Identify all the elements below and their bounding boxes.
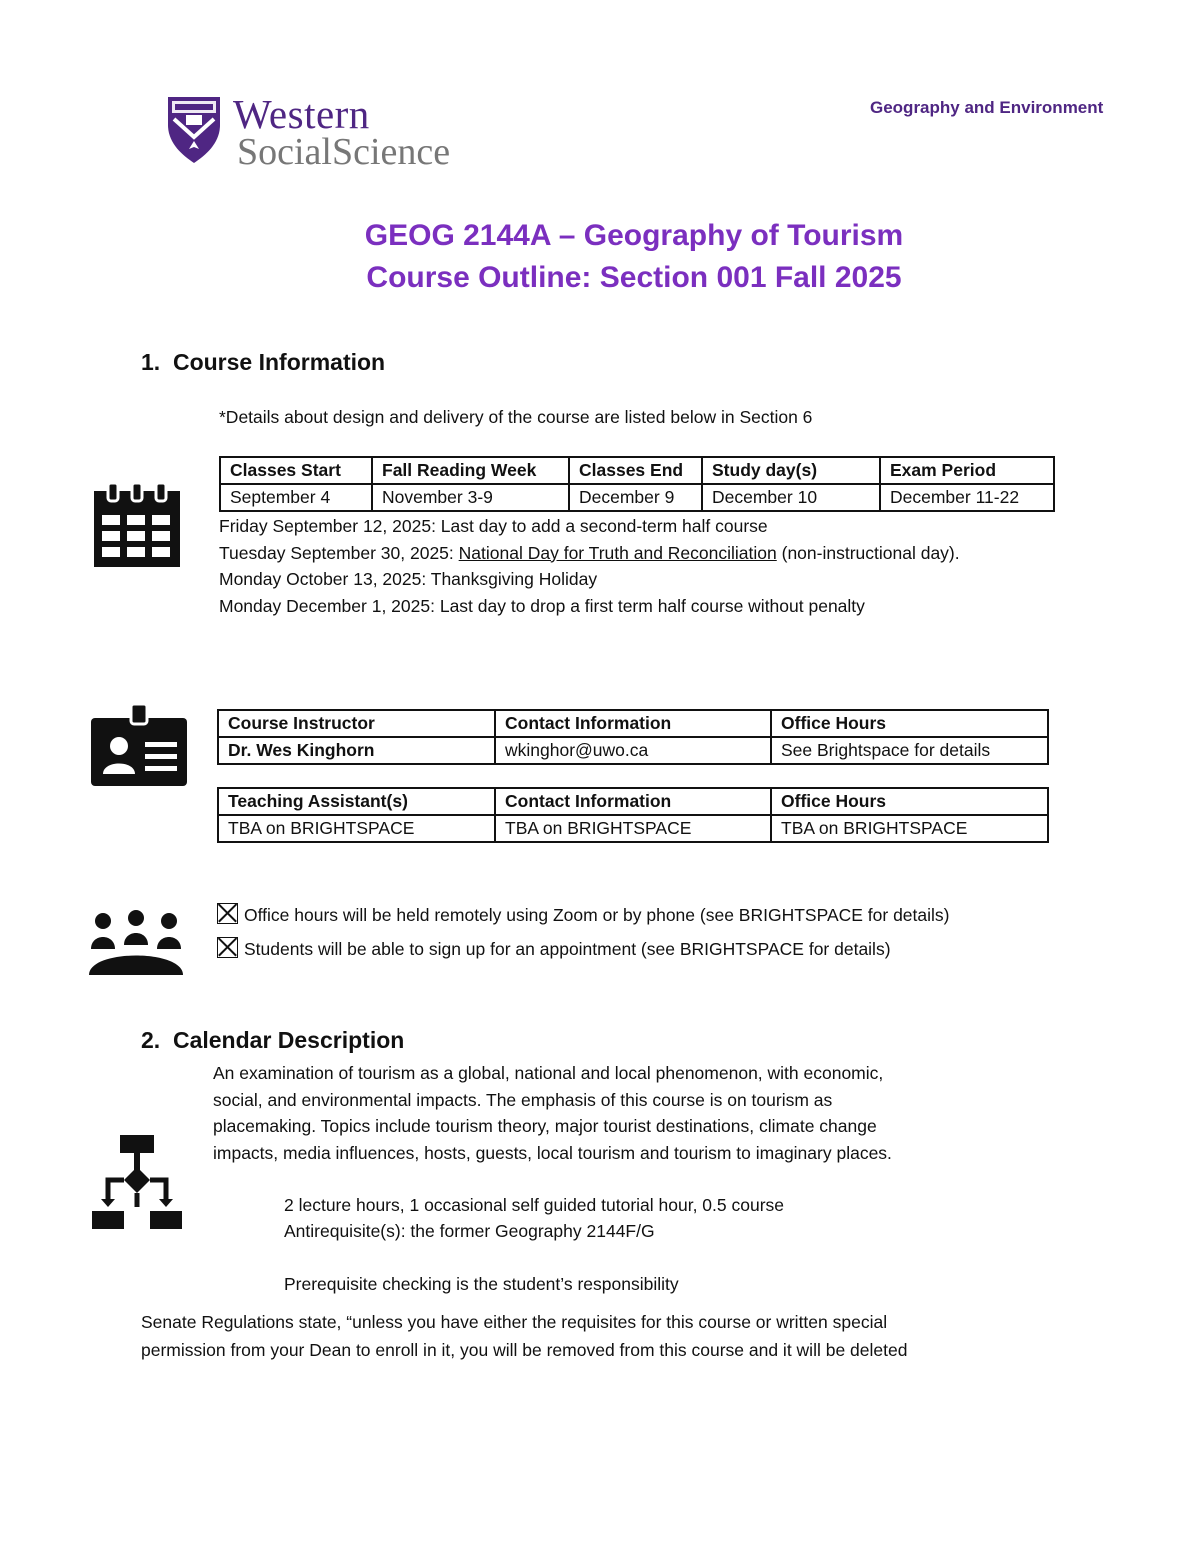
table-header-cell: Fall Reading Week — [372, 457, 569, 484]
section-2-heading: 2. Calendar Description — [141, 1027, 405, 1053]
description-line: placemaking. Topics include tourism theory, major tourist destinations, climate change — [213, 1116, 877, 1136]
table-cell: September 4 — [220, 484, 372, 511]
table-cell: December 10 — [702, 484, 880, 511]
section-1-heading: 1. Course Information — [141, 349, 386, 375]
table-header-cell: Contact Information — [495, 710, 771, 737]
table-cell: TBA on BRIGHTSPACE — [771, 815, 1048, 842]
table-cell: November 3-9 — [372, 484, 569, 511]
table-header-cell: Office Hours — [771, 710, 1048, 737]
id-badge-icon — [91, 704, 187, 786]
table-header-cell: Study day(s) — [702, 457, 880, 484]
calendar-icon — [94, 481, 180, 567]
course-hours: 2 lecture hours, 1 occasional self guided tutorial hour, 0.5 course — [284, 1195, 785, 1215]
logo-wordmark-socialscience: SocialScience — [237, 131, 451, 173]
instructor-name: Dr. Wes Kinghorn — [218, 737, 495, 764]
flowchart-icon — [92, 1135, 182, 1231]
instructor-office-hours: See Brightspace for details — [771, 737, 1048, 764]
ta-table — [217, 787, 1049, 843]
key-dates-list — [219, 513, 1019, 619]
checked-box-icon[interactable] — [217, 903, 238, 924]
prerequisite-note: Prerequisite checking is the student’s responsibility — [284, 1274, 679, 1294]
instructor-table — [217, 709, 1049, 765]
logo-wordmark-western: Western — [233, 91, 370, 137]
course-subtitle: Course Outline: Section 001 Fall 2025 — [366, 261, 902, 294]
truth-reconciliation-link[interactable]: National Day for Truth and Reconciliation — [458, 542, 777, 563]
checked-box-icon[interactable] — [217, 937, 238, 958]
table-header-cell: Office Hours — [771, 788, 1048, 815]
office-hours-remote-option: Office hours will be held remotely using Zoom or by phone (see BRIGHTSPACE for details) — [217, 902, 1077, 929]
key-date-item: Tuesday September 30, 2025: National Day for Truth and Reconciliation (non-instructional day). — [219, 542, 960, 563]
table-header-cell: Exam Period — [880, 457, 1054, 484]
calendar-description — [213, 1060, 1113, 1166]
key-date-item: Monday October 13, 2025: Thanksgiving Holiday — [219, 569, 598, 589]
appointment-option: Students will be able to sign up for an appointment (see BRIGHTSPACE for details) — [217, 936, 1077, 963]
senate-line: permission from your Dean to enroll in it, you will be removed from this course and it will be deleted — [141, 1340, 908, 1360]
description-line: impacts, media influences, hosts, guests, local tourism and tourism to imaginary places. — [213, 1142, 892, 1163]
table-header-cell: Teaching Assistant(s) — [218, 788, 495, 815]
key-dates-table — [219, 456, 1055, 512]
senate-line: Senate Regulations state, “unless you have either the requisites for this course or written special — [141, 1312, 888, 1332]
table-header-cell: Contact Information — [495, 788, 771, 815]
course-title: GEOG 2144A – Geography of Tourism — [364, 219, 904, 252]
department-name: Geography and Environment — [870, 98, 1104, 117]
table-header-cell: Classes End — [569, 457, 702, 484]
senate-regulations — [141, 1308, 1101, 1364]
table-cell: December 11-22 — [880, 484, 1054, 511]
key-date-item: Monday December 1, 2025: Last day to drop a first term half course without penalty — [219, 595, 865, 616]
meeting-group-icon — [89, 909, 183, 975]
table-cell: December 9 — [569, 484, 702, 511]
table-header-cell: Course Instructor — [218, 710, 495, 737]
western-crest-logo — [166, 95, 222, 165]
key-date-item: Friday September 12, 2025: Last day to add a second-term half course — [219, 516, 768, 536]
table-cell: TBA on BRIGHTSPACE — [218, 815, 495, 842]
instructor-email[interactable]: wkinghor@uwo.ca — [495, 737, 771, 764]
antirequisite: Antirequisite(s): the former Geography 2144F/G — [284, 1221, 655, 1241]
description-line: social, and environmental impacts. The emphasis of this course is on tourism as — [213, 1089, 833, 1110]
table-cell: TBA on BRIGHTSPACE — [495, 815, 771, 842]
section-6-note: *Details about design and delivery of the course are listed below in Section 6 — [219, 407, 813, 427]
table-header-cell: Classes Start — [220, 457, 372, 484]
description-line: An examination of tourism as a global, national and local phenomenon, with economic, — [213, 1063, 884, 1083]
